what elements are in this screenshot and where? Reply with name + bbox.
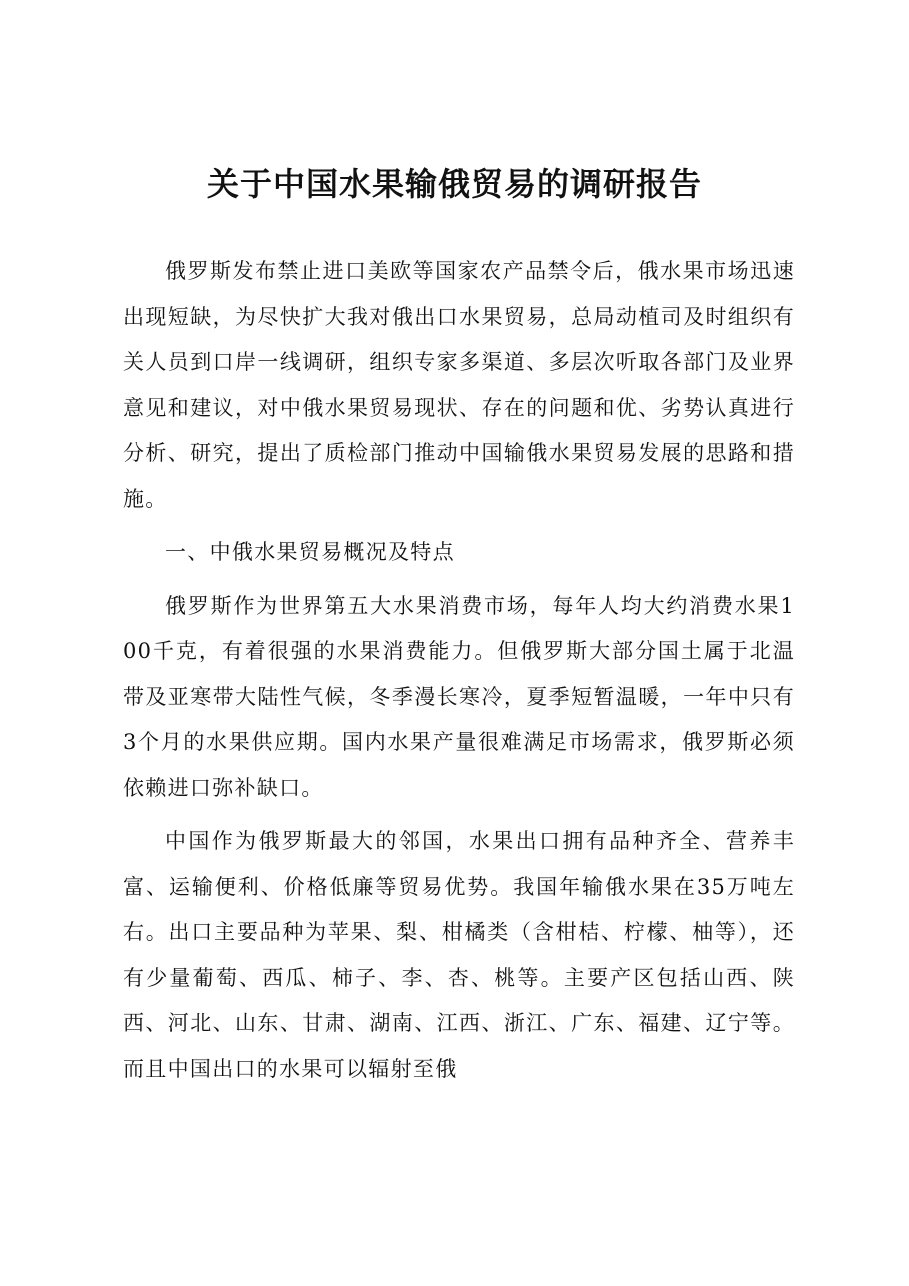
- paragraph-intro: 俄罗斯发布禁止进口美欧等国家农产品禁令后，俄水果市场迅速出现短缺，为尽快扩大我对俄出口水果贸易，总局动植司及时组织有关人员到口岸一线调研，组织专家多渠道、多层次听取各部门及业界意见和建议，对中俄水果贸易现状、存在的问题和优、劣势认真进行分析、研究，提出了质检部门推动中国输俄水果贸易发展的思路和措施。: [123, 259, 795, 511]
- document-title: 关于中国水果输俄贸易的调研报告: [206, 165, 702, 203]
- paragraph-china-exports: 中国作为俄罗斯最大的邻国，水果出口拥有品种齐全、营养丰富、运输便利、价格低廉等贸易优势。我国年输俄水果在35万吨左右。出口主要品种为苹果、梨、柑橘类（含柑桔、柠檬、柚等），还有少量葡萄、西瓜、柿子、李、杏、桃等。主要产区包括山西、陕西、河北、山东、甘肃、湖南、江西、浙江、广东、福建、辽宁等。而且中国出口的水果可以辐射至俄: [123, 829, 795, 1081]
- document-body: [123, 249, 795, 1100]
- section-heading-1: 一、中俄水果贸易概况及特点: [165, 540, 455, 564]
- paragraph-russia-market: 俄罗斯作为世界第五大水果消费市场，每年人均大约消费水果100千克，有着很强的水果消费能力。但俄罗斯大部分国土属于北温带及亚寒带大陆性气候，冬季漫长寒冷，夏季短暂温暖，一年中只有3个月的水果供应期。国内水果产量很难满足市场需求，俄罗斯必须依赖进口弥补缺口。: [123, 593, 795, 800]
